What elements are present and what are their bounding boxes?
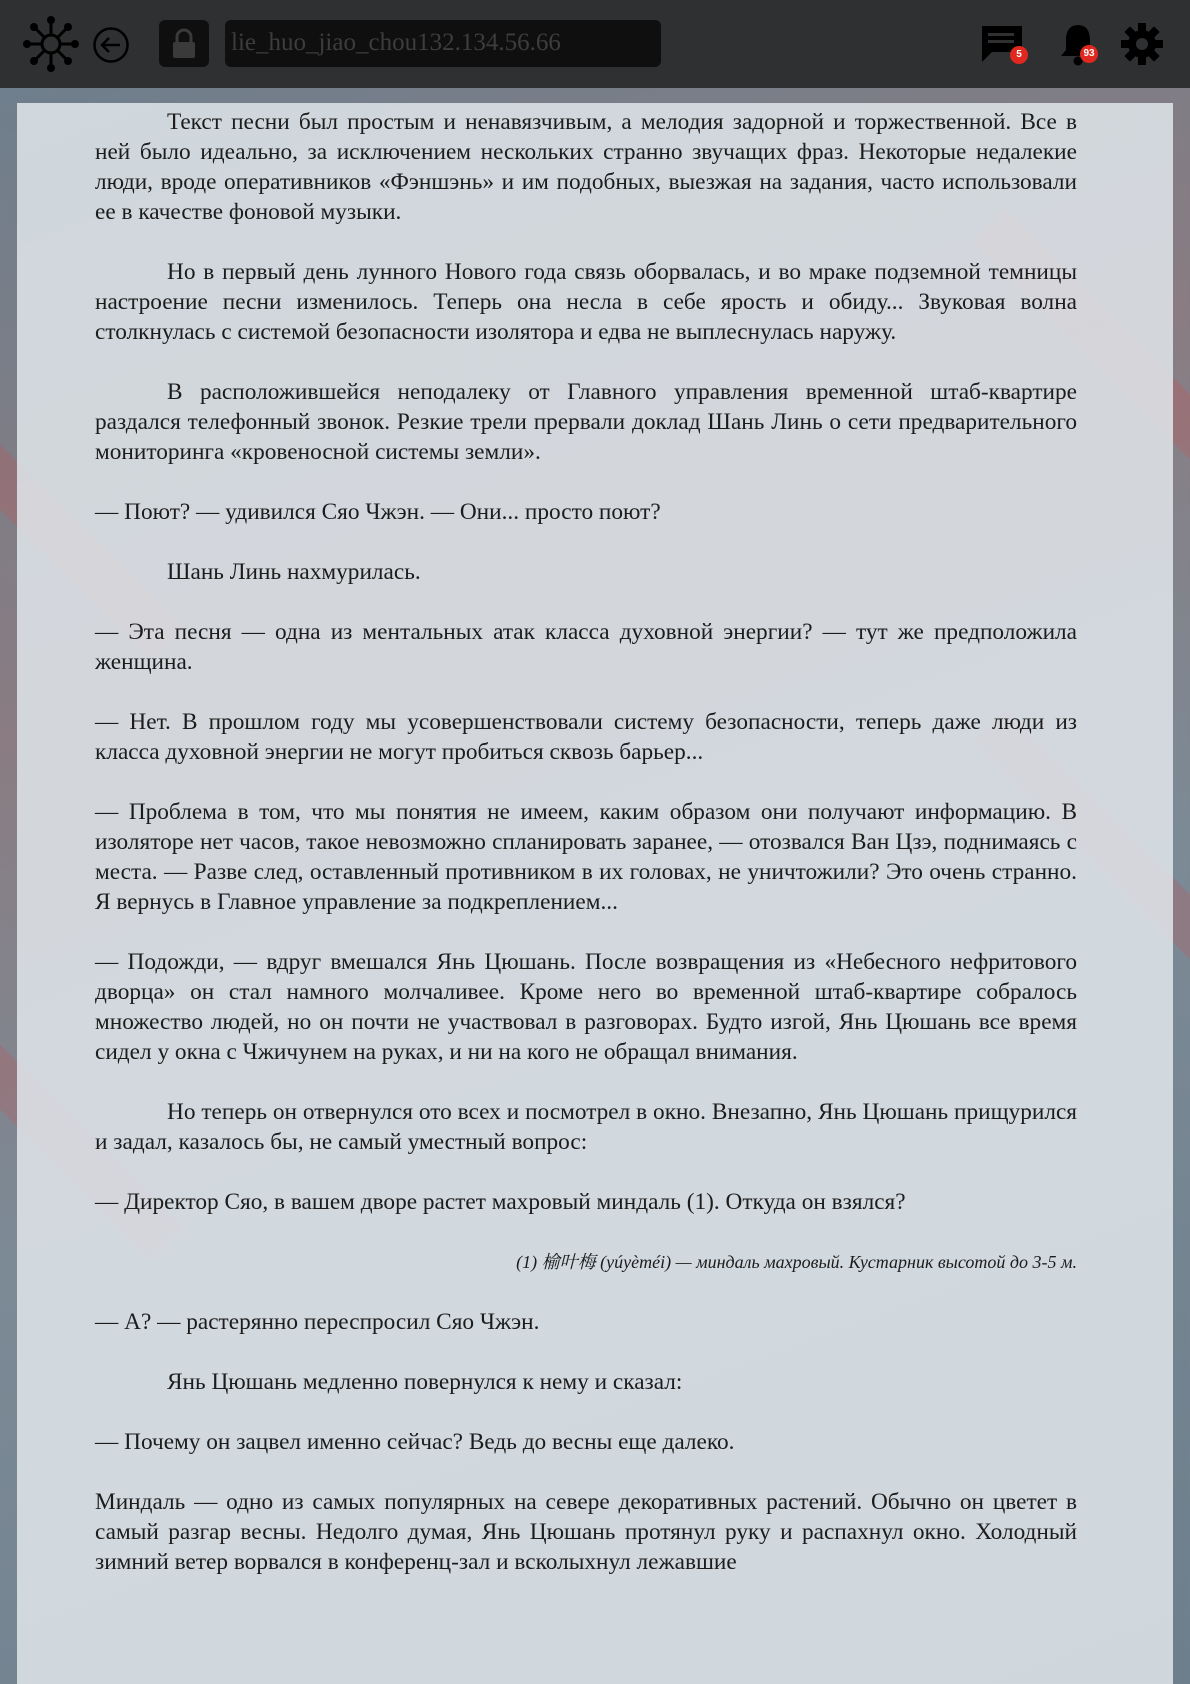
address-input[interactable]: lie_huo_jiao_chou132.134.56.66 [225,20,661,67]
paragraph: — Эта песня — одна из ментальных атак класса духовной энергии? — тут же предположила женщина. [95,619,1077,675]
paragraph: Текст песни был простым и ненавязчивым, а мелодия задорной и торжественной. Все в ней было идеально, за исключением нескольких странно звучащих фраз. Некоторые недалекие люди, вроде оперативников «Фэншэнь» и им подобных, выезжая на задания, часто использовали ее в качестве фоновой музыки. [95,109,1077,225]
paragraph: — Подожди, — вдруг вмешался Янь Цюшань. После возвращения из «Небесного нефритового дворца» он стал намного молчаливее. Кроме него во временной штаб-квартире собралось множество людей, но он почти не участвовал в разговорах. Будто изгой, Янь Цюшань все время сидел у окна с Чжичунем на руках, и ни на кого не обращал внимания. [95,949,1077,1065]
paragraph: Янь Цюшань медленно повернулся к нему и сказал: [167,1369,683,1395]
paragraph: — Почему он зацвел именно сейчас? Ведь до весны еще далеко. [95,1429,735,1455]
notifications-button[interactable] [1058,22,1100,66]
paragraph: — А? — растерянно переспросил Сяо Чжэн. [95,1309,540,1335]
top-toolbar [0,0,1190,88]
paragraph: — Директор Сяо, в вашем дворе растет махровый миндаль (1). Откуда он взялся? [95,1189,906,1215]
gear-icon[interactable] [1120,22,1164,66]
messages-badge: 5 [1010,46,1028,64]
messages-button[interactable] [980,24,1024,64]
paragraph: — Поют? — удивился Сяо Чжэн. — Они... просто поют? [95,499,661,525]
paragraph: Но теперь он отвернулся ото всех и посмотрел в окно. Внезапно, Янь Цюшань прищурился и задал, казалось бы, не самый уместный вопрос: [95,1099,1077,1155]
paragraph: — Нет. В прошлом году мы усовершенствовали систему безопасности, теперь даже люди из класса духовной энергии не могут пробиться сквозь барьер... [95,709,1077,765]
paragraph: — Проблема в том, что мы понятия не имеем, каким образом они получают информацию. В изоляторе нет часов, такое невозможно спланировать заранее, — отозвался Ван Цзэ, поднимаясь с места. — Разве след, оставленный противником в их головах, не уничтожили? Это очень странно. Я вернусь в Главное управление за подкреплением... [95,799,1077,915]
notifications-badge: 93 [1080,45,1098,63]
paragraph: Но в первый день лунного Нового года связь оборвалась, и во мраке подземной темницы настроение песни изменилось. Теперь она несла в себе ярость и обиду... Звуковая волна столкнулась с системой безопасности изолятора и едва не выплеснулась наружу. [95,259,1077,345]
footnote: (1) 榆叶梅 (yúyèméi) — миндаль махровый. Кустарник высотой до 3-5 м. [516,1252,1077,1272]
reader-page [17,103,1173,1684]
lock-button[interactable] [159,20,209,67]
chapter-text [95,107,1077,1607]
paragraph: Шань Линь нахмурилась. [167,559,421,585]
lock-icon [170,28,198,60]
back-arrow-icon[interactable] [92,26,130,64]
paragraph: Миндаль — одно из самых популярных на севере декоративных растений. Обычно он цветет в самый разгар весны. Недолго думая, Янь Цюшань протянул руку и распахнул окно. Холодный зимний ветер ворвался в конференц-зал и всколыхнул лежавшие [95,1489,1077,1575]
paragraph: В расположившейся неподалеку от Главного управления временной штаб-квартире раздался телефонный звонок. Резкие трели прервали доклад Шань Линь о сети предварительного мониторинга «кровеносной системы земли». [95,379,1077,465]
network-hub-icon[interactable] [22,15,80,73]
